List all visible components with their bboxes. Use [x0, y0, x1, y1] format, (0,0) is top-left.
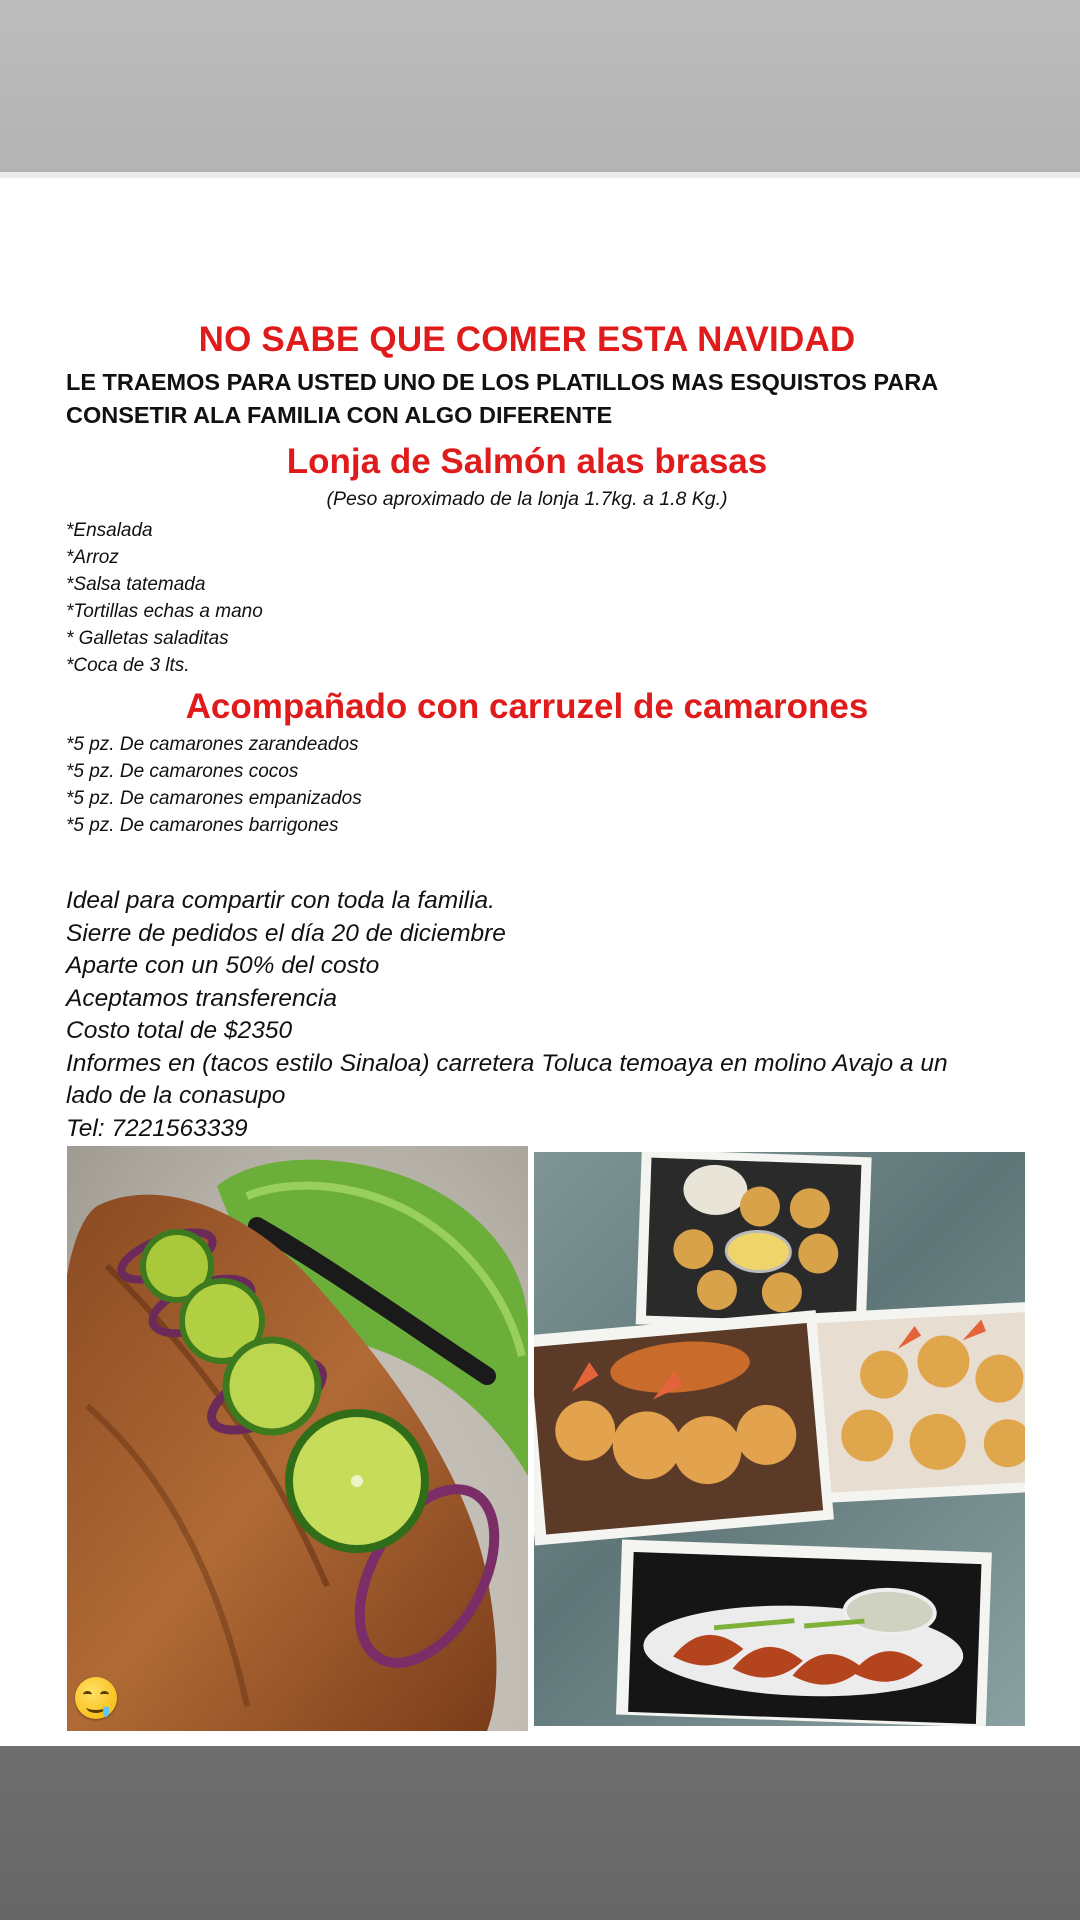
- dish-title: Lonja de Salmón alas brasas: [286, 442, 768, 481]
- info-line: Tel: 7221563339: [66, 1114, 248, 1142]
- drooling-face-emoji: [75, 1677, 117, 1719]
- info-list: [66, 885, 1026, 1145]
- list-item: *Arroz: [66, 547, 119, 568]
- list-item: * Galletas saladitas: [66, 628, 229, 649]
- emoji-drool: [103, 1707, 109, 1717]
- bottom-blur-band: [0, 1746, 1080, 1920]
- info-line: Aceptamos transferencia: [66, 984, 337, 1012]
- shrimp-collage-illustration: [534, 1152, 1025, 1726]
- shrimp-list: [66, 731, 1026, 839]
- top-blur-band: [0, 0, 1080, 172]
- shrimp-title: Acompañado con carruzel de camarones: [185, 687, 869, 726]
- list-item: *Ensalada: [66, 520, 153, 541]
- salmon-illustration: [67, 1146, 528, 1731]
- weight-note: (Peso aproximado de la lonja 1.7kg. a 1.8 Kg.): [326, 488, 728, 510]
- info-line: Sierre de pedidos el día 20 de diciembre: [66, 919, 506, 947]
- list-item: *5 pz. De camarones empanizados: [66, 788, 362, 809]
- flyer-headline: NO SABE QUE COMER ESTA NAVIDAD: [198, 320, 856, 359]
- list-item: *Coca de 3 lts.: [66, 655, 190, 676]
- list-item: *Salsa tatemada: [66, 574, 206, 595]
- flyer-content: [66, 320, 1026, 1145]
- top-divider: [0, 172, 1080, 178]
- list-item: *Tortillas echas a mano: [66, 601, 263, 622]
- info-line: Costo total de $2350: [66, 1017, 293, 1044]
- flyer-intro: LE TRAEMOS PARA USTED UNO DE LOS PLATILLOS MAS ESQUISTOS PARA CONSETIR ALA FAMILIA CON ALGO DIFERENTE: [66, 369, 938, 428]
- shrimp-collage-photo: [534, 1152, 1025, 1726]
- grilled-salmon-photo: [67, 1146, 528, 1731]
- list-item: *5 pz. De camarones cocos: [66, 761, 299, 782]
- info-line: Ideal para compartir con toda la familia.: [66, 887, 495, 914]
- list-item: *5 pz. De camarones zarandeados: [66, 734, 359, 755]
- list-item: *5 pz. De camarones barrigones: [66, 815, 339, 836]
- sides-list: [66, 517, 1026, 679]
- info-line: Informes en (tacos estilo Sinaloa) carretera Toluca temoaya en molino Avajo a un lado de la conasupo: [66, 1049, 948, 1109]
- info-line: Aparte con un 50% del costo: [66, 952, 380, 979]
